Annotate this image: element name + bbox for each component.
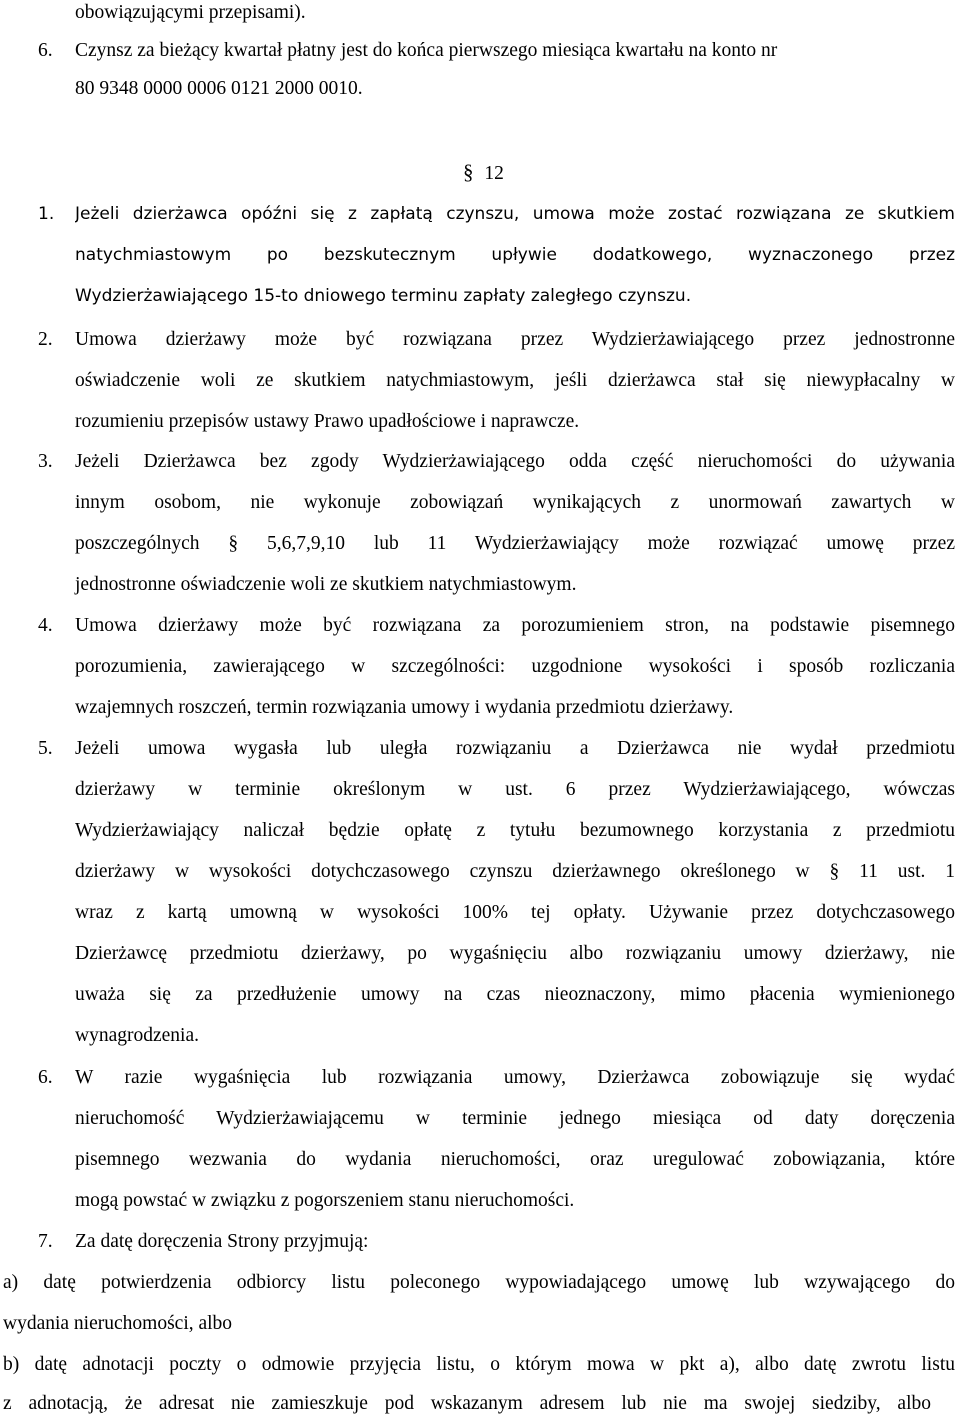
text-line-content: Jeżeli Dzierżawca bez zgody Wydzierżawiającego odda część nieruchomości do używania: [75, 451, 955, 472]
text-line-content: porozumienia, zawierającego w szczególności: uzgodnione wysokości i sposób rozliczania: [75, 656, 955, 677]
text-line-content: rozumieniu przepisów ustawy Prawo upadłościowe i naprawcze.: [75, 411, 580, 432]
text-line: [0, 892, 960, 933]
text-line-content: Umowa dzierżawy może być rozwiązana za porozumieniem stron, na podstawie pisemnego: [75, 615, 955, 636]
text-line: [0, 564, 960, 605]
text-line-content: pisemnego wezwania do wydania nieruchomości, oraz uregulować zobowiązania, które: [75, 1149, 955, 1170]
text-line: [0, 276, 960, 317]
text-line: [0, 1139, 960, 1180]
list-item: [0, 605, 960, 646]
text-line: [0, 523, 960, 564]
sub-item-a: [0, 1262, 960, 1303]
text-line-content: innym osobom, nie wykonuje zobowiązań wynikających z unormowań zawartych w: [75, 492, 955, 513]
sub-item-b: [0, 1344, 960, 1385]
text-line: [0, 1180, 960, 1221]
text-line: [0, 68, 960, 109]
item-number: 1.: [38, 204, 55, 224]
text-line-content: oświadczenie woli ze skutkiem natychmiastowym, jeśli dzierżawca stał się niewypłacalny w: [75, 370, 955, 391]
text-line-content: Jeżeli dzierżawca opóźni się z zapłatą czynszu, umowa może zostać rozwiązana ze skutkiem: [75, 204, 955, 224]
text-line: [0, 810, 960, 851]
text-line: [0, 360, 960, 401]
text-line-content: natychmiastowym po bezskutecznym upływie dodatkowego, wyznaczonego przez: [75, 245, 955, 265]
item-number: 6.: [38, 40, 53, 61]
text-line-content: wydania nieruchomości, albo: [3, 1313, 233, 1334]
text-line: [0, 646, 960, 687]
paragraph-heading: [0, 152, 960, 193]
item-number: 7.: [38, 1231, 53, 1252]
text-line-content: Dzierżawcę przedmiotu dzierżawy, po wygaśnięciu albo rozwiązaniu umowy dzierżawy, nie: [75, 943, 955, 964]
text-line-content: Jeżeli umowa wygasła lub uległa rozwiązaniu a Dzierżawca nie wydał przedmiotu: [75, 738, 955, 759]
text-line: [0, 1383, 960, 1424]
list-item: [0, 30, 960, 71]
text-line-content: poszczególnych § 5,6,7,9,10 lub 11 Wydzierżawiający może rozwiązać umowę przez: [75, 533, 955, 554]
list-item: [0, 441, 960, 482]
list-item: [0, 319, 960, 360]
text-line-content: b) datę adnotacji poczty o odmowie przyjęcia listu, o którym mowa w pkt a), albo datę zwrotu listu: [3, 1354, 955, 1375]
text-line: [0, 482, 960, 523]
text-line: [0, 401, 960, 442]
text-line: [0, 769, 960, 810]
list-item: [0, 1221, 960, 1262]
text-line-content: wraz z kartą umowną w wysokości 100% tej opłaty. Używanie przez dotychczasowego: [75, 902, 955, 923]
text-line: [0, 974, 960, 1015]
text-line: [0, 0, 960, 33]
list-item: [0, 728, 960, 769]
text-line-content: dzierżawy w wysokości dotychczasowego czynszu dzierżawnego określonego w § 11 ust. 1: [75, 861, 955, 882]
text-line-content: wynagrodzenia.: [75, 1025, 199, 1046]
text-line-content: wzajemnych roszczeń, termin rozwiązania umowy i wydania przedmiotu dzierżawy.: [75, 697, 734, 718]
text-line-content: obowiązującymi przepisami).: [75, 2, 306, 23]
text-line: [0, 933, 960, 974]
text-line-content: uważa się za przedłużenie umowy na czas nieoznaczony, mimo płacenia wymienionego: [75, 984, 955, 1005]
item-number: 4.: [38, 615, 53, 636]
text-line: [0, 1303, 960, 1344]
list-item: [0, 1057, 960, 1098]
text-line-content: jednostronne oświadczenie woli ze skutkiem natychmiastowym.: [75, 574, 577, 595]
paragraph-number: 12: [484, 163, 504, 184]
paragraph-sign: §: [463, 160, 474, 184]
text-line-content: nieruchomość Wydzierżawiającemu w terminie jednego miesiąca od daty doręczenia: [75, 1108, 955, 1129]
item-number: 3.: [38, 451, 53, 472]
text-line: [0, 235, 960, 276]
item-number: 5.: [38, 738, 53, 759]
item-number: 2.: [38, 329, 53, 350]
text-line-content: mogą powstać w związku z pogorszeniem stanu nieruchomości.: [75, 1190, 575, 1211]
text-line-content: a) datę potwierdzenia odbiorcy listu poleconego wypowiadającego umowę lub wzywającego do: [3, 1272, 955, 1293]
text-line: [0, 1098, 960, 1139]
list-item: [0, 194, 960, 235]
text-line-content: Za datę doręczenia Strony przyjmują:: [75, 1231, 369, 1252]
text-line-content: W razie wygaśnięcia lub rozwiązania umowy, Dzierżawca zobowiązuje się wydać: [75, 1067, 955, 1088]
text-line-content: Wydzierżawiający naliczał będzie opłatę z tytułu bezumownego korzystania z przedmiotu: [75, 820, 955, 841]
item-number: 6.: [38, 1067, 53, 1088]
text-line-content: z adnotacją, że adresat nie zamieszkuje pod wskazanym adresem lub nie ma swojej siedziby, albo: [3, 1393, 931, 1414]
text-line-content: dzierżawy w terminie określonym w ust. 6 przez Wydzierżawiającego, wówczas: [75, 779, 955, 800]
text-line: [0, 1015, 960, 1056]
text-line-content: Czynsz za bieżący kwartał płatny jest do końca pierwszego miesiąca kwartału na konto nr: [75, 40, 778, 61]
text-line-content: Wydzierżawiającego 15-to dniowego terminu zapłaty zaległego czynszu.: [75, 286, 692, 306]
text-line: [0, 851, 960, 892]
text-line-content: 80 9348 0000 0006 0121 2000 0010.: [75, 78, 363, 99]
text-line-content: Umowa dzierżawy może być rozwiązana przez Wydzierżawiającego przez jednostronne: [75, 329, 955, 350]
text-line: [0, 687, 960, 728]
